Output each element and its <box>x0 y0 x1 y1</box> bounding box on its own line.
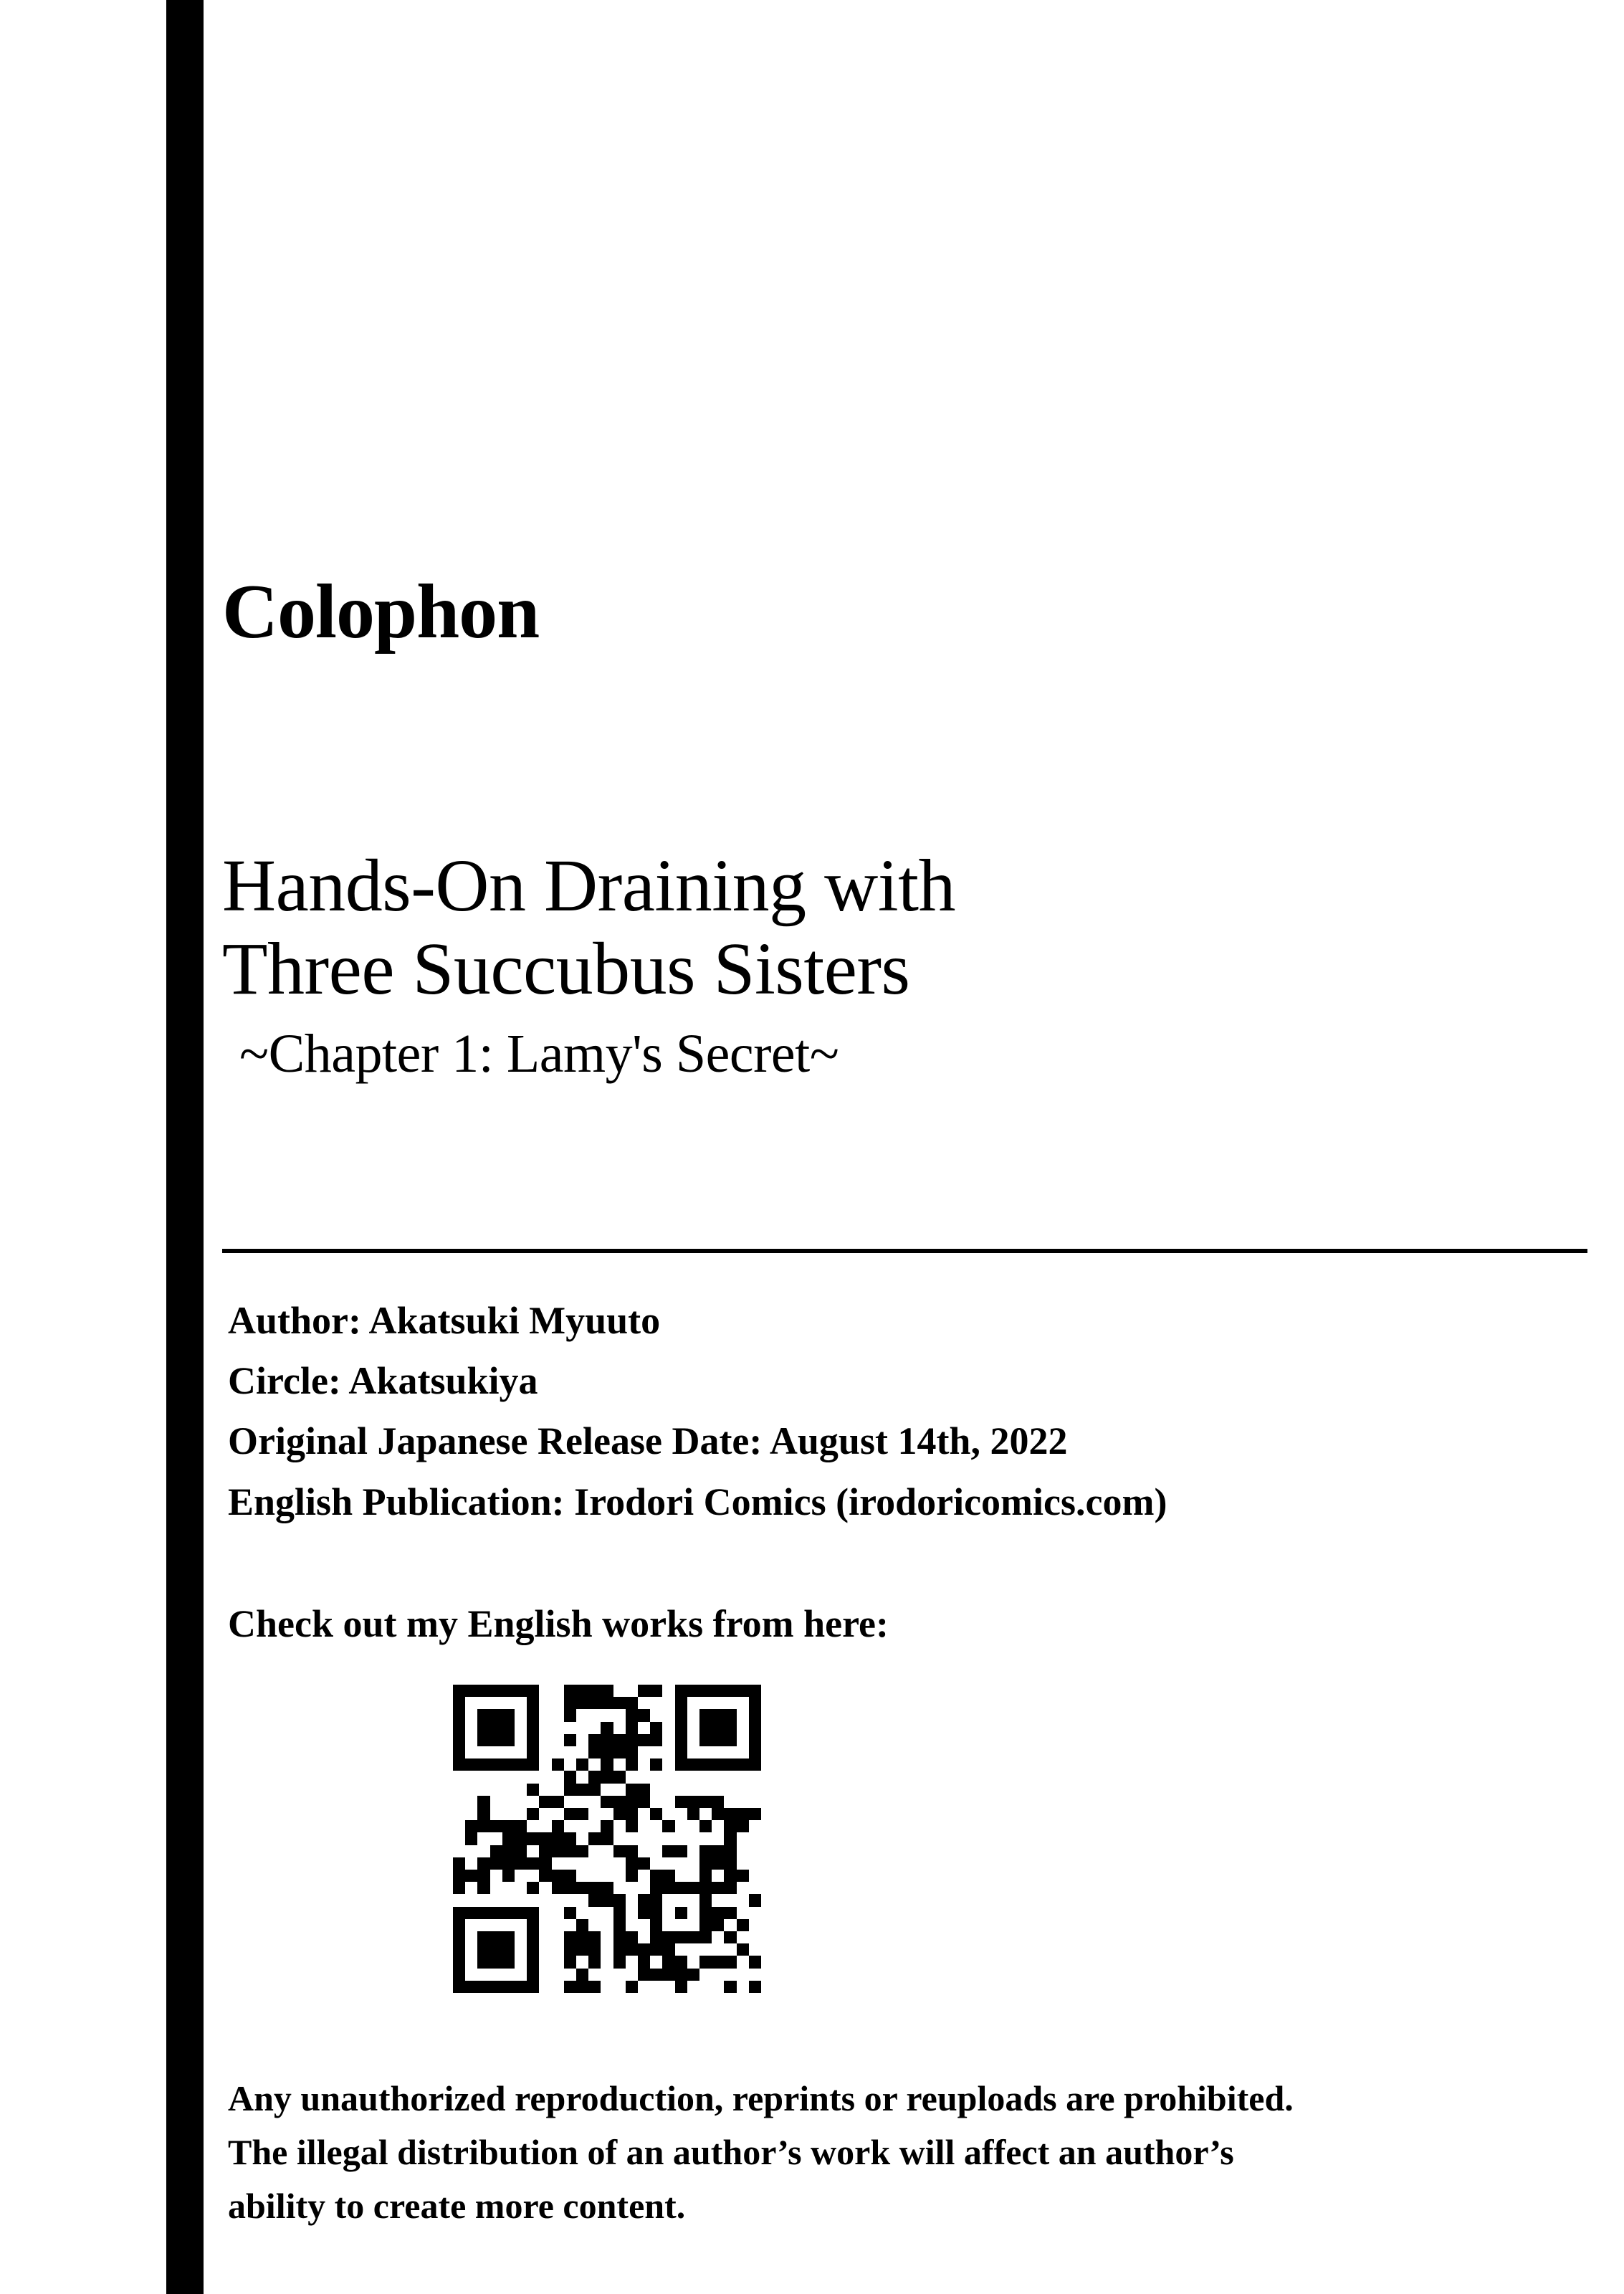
metadata-author: Author: Akatsuki Myuuto <box>228 1299 661 1342</box>
page-title: Colophon <box>222 569 540 655</box>
checkout-label: Check out my English works from here: <box>228 1602 889 1645</box>
qr-code-container[interactable] <box>453 1685 761 1993</box>
horizontal-divider <box>222 1249 1587 1253</box>
notice-line-2: The illegal distribution of an author’s work will affect an author’s <box>228 2132 1234 2172</box>
copyright-notice <box>228 2072 1582 2233</box>
metadata-english-publication: English Publication: Irodori Comics (irodoricomics.com) <box>228 1480 1167 1523</box>
metadata-list <box>228 1290 1575 1532</box>
notice-line-1: Any unauthorized reproduction, reprints or reuploads are prohibited. <box>228 2078 1294 2118</box>
work-subtitle: ~Chapter 1: Lamy's Secret~ <box>239 1023 839 1084</box>
colophon-content <box>222 0 1584 2294</box>
qr-code-icon[interactable] <box>453 1685 761 1993</box>
metadata-release-date: Original Japanese Release Date: August 14th, 2022 <box>228 1419 1068 1463</box>
work-title-line-1: Hands-On Draining with <box>222 844 956 927</box>
metadata-circle: Circle: Akatsukiya <box>228 1359 538 1403</box>
left-accent-bar <box>166 0 204 2294</box>
work-title <box>222 844 1570 1090</box>
work-title-line-2: Three Succubus Sisters <box>222 928 910 1011</box>
notice-line-3: ability to create more content. <box>228 2186 686 2226</box>
